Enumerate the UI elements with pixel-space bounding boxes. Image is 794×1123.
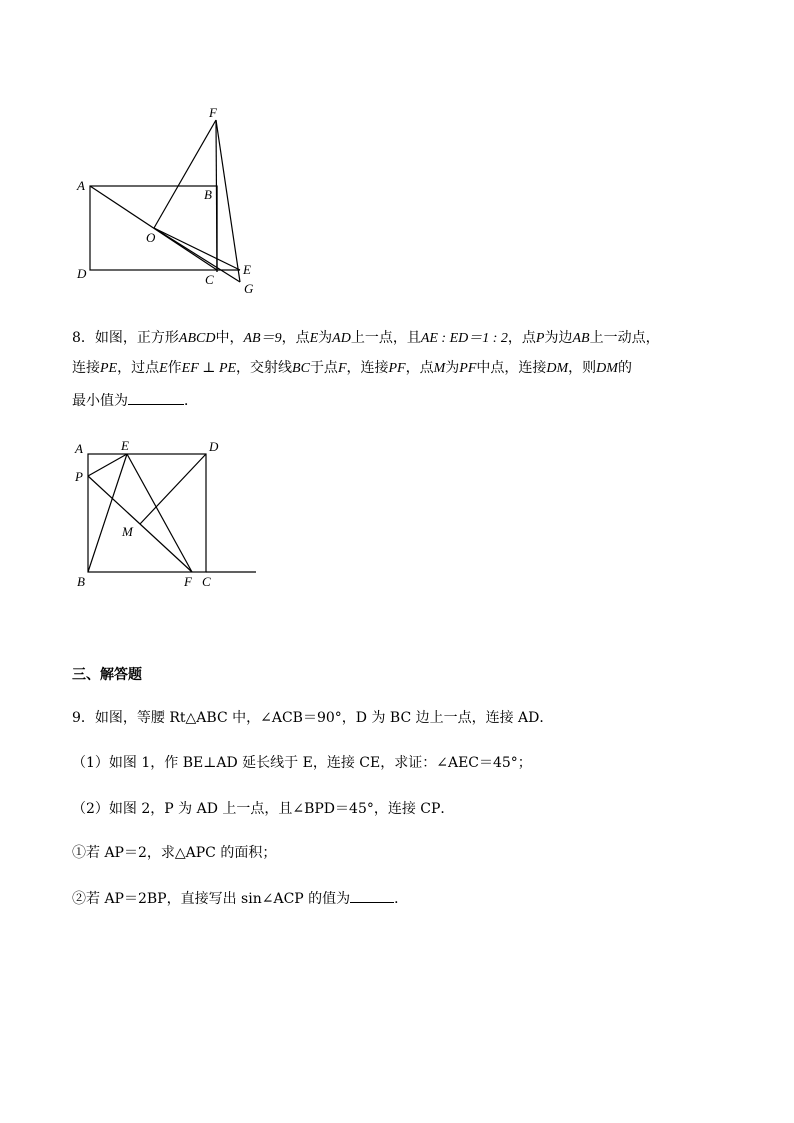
q8-text: 最小值为 — [72, 393, 128, 409]
figure1-line-fg — [216, 120, 240, 282]
q8-math: F — [337, 361, 347, 376]
q9-intro: 9．如图，等腰 Rt△ABC 中，∠ACB＝90°，D 为 BC 边上一点，连接 AD． — [72, 710, 554, 726]
figure2-label-a: A — [75, 441, 83, 456]
q8-text: 于点 — [309, 360, 338, 376]
figure-square-abcd — [70, 436, 270, 596]
q8-math: AD — [332, 331, 351, 346]
q8-line-2 — [72, 358, 632, 379]
figure1-label-g: G — [244, 281, 254, 296]
q8-math: P — [535, 331, 545, 346]
figure1-label-a: A — [77, 178, 85, 193]
q8-text: 上一点，且 — [350, 330, 421, 346]
figure1-label-f: F — [209, 105, 217, 120]
q8-text: 为 — [445, 360, 460, 376]
figure2-label-e: E — [121, 438, 129, 453]
q8-text: 为边 — [544, 330, 573, 346]
q8-text: ，点 — [281, 330, 310, 346]
figure2-label-p: P — [75, 469, 83, 484]
q8-line-1 — [72, 328, 660, 349]
q8-line-3 — [72, 390, 198, 411]
q9-sub-2 — [72, 888, 408, 909]
q8-text: ，点 — [405, 360, 434, 376]
figure2-label-b: B — [77, 574, 85, 589]
q8-text: 连接 — [72, 360, 100, 376]
figure1-label-d: D — [77, 266, 87, 281]
q8-math: BC — [292, 361, 310, 376]
q8-math: E — [309, 331, 319, 346]
figure1-label-c: C — [205, 272, 214, 287]
q8-text: 的 — [617, 360, 632, 376]
q8-text: ，则 — [568, 360, 597, 376]
q8-number: 8． — [72, 330, 95, 346]
q8-math: EF ⊥ PE — [181, 361, 237, 376]
q9-part-2: （2）如图 2，P 为 AD 上一点，且∠BPD＝45°，连接 CP． — [72, 801, 455, 817]
q8-math: PF — [459, 361, 477, 376]
q8-math: PE — [100, 361, 118, 376]
q8-text: ，过点 — [117, 360, 160, 376]
figure2-label-m: M — [122, 524, 133, 539]
q8-math: AB＝9 — [243, 331, 282, 346]
q8-math: M — [433, 361, 446, 376]
section-title: 三、解答题 — [72, 667, 142, 683]
q9-sub-2-text: ． — [394, 891, 409, 907]
figure2-line-eb — [88, 454, 127, 572]
q9-sub-2-text: ②若 AP＝2BP，直接写出 sin∠ACP 的值为 — [72, 891, 351, 907]
figure2-label-d: D — [209, 439, 219, 454]
figure1-label-o: O — [146, 230, 156, 245]
figure2-line-md — [140, 454, 206, 524]
figure1-line-fc — [216, 120, 217, 272]
q9-part-1: （1）如图 1，作 BE⊥AD 延长线于 E，连接 CE，求证：∠AEC＝45°； — [72, 755, 532, 771]
figure2-line-ef — [127, 454, 192, 572]
q8-math: AB — [572, 331, 590, 346]
figure1-line-oe — [154, 228, 240, 270]
q8-text: 中， — [215, 330, 244, 346]
q8-math: DM — [596, 361, 618, 376]
figure1-label-b: B — [204, 187, 212, 202]
figure1-line-og — [154, 228, 240, 282]
q8-text: 上一动点， — [589, 330, 660, 346]
figure2-label-f: F — [184, 574, 192, 589]
q8-text: ，点 — [507, 330, 536, 346]
figure2-label-c: C — [202, 574, 211, 589]
q8-text: 如图，正方形 — [94, 330, 179, 346]
q8-text: ，连接 — [346, 360, 389, 376]
q8-math: E — [159, 361, 168, 376]
q8-math: ABCD — [178, 331, 216, 346]
q9-answer-blank[interactable] — [350, 888, 394, 903]
figure2-square — [88, 454, 206, 572]
figure1-line-fo — [154, 120, 216, 228]
q8-math: PF — [388, 361, 406, 376]
q8-text: 作 — [167, 360, 182, 376]
figure1-line-ac — [90, 186, 217, 270]
q8-answer-blank[interactable] — [128, 390, 184, 405]
q9-sub-1: ①若 AP＝2，求△APC 的面积； — [72, 845, 277, 861]
q8-text: 中点，连接 — [476, 360, 547, 376]
figure1-label-e: E — [243, 262, 251, 277]
q8-math: AE : ED＝1 : 2 — [420, 331, 508, 346]
figure-rectangle-triangle — [70, 100, 270, 300]
q8-text: ． — [184, 393, 198, 409]
q8-math: DM — [546, 361, 569, 376]
q8-text: 为 — [318, 330, 333, 346]
q8-text: ，交射线 — [236, 360, 293, 376]
